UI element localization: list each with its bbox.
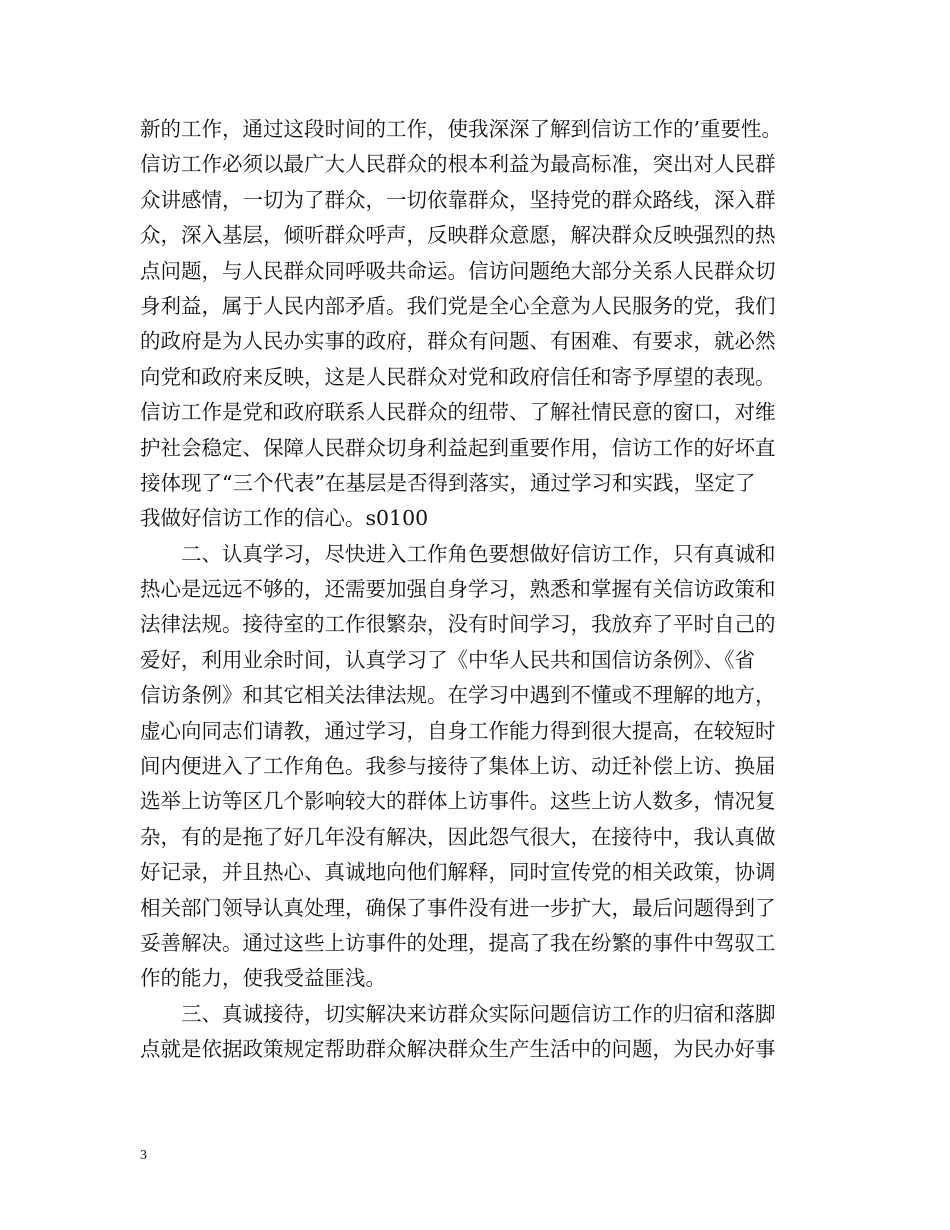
text-line: 选举上访等区几个影响较大的群体上访事件。这些上访人数多，情况复 xyxy=(140,789,776,814)
text-line: 点问题，与人民群众同呼吸共命运。信访问题绝大部分关系人民群众切 xyxy=(140,258,776,283)
text-line: 信访工作是党和政府联系人民群众的纽带、了解社情民意的窗口，对维 xyxy=(140,400,776,425)
text-line: 身利益，属于人民内部矛盾。我们党是全心全意为人民服务的党，我们 xyxy=(140,293,776,318)
text-line: 三、真诚接待，切实解决来访群众实际问题信访工作的归宿和落脚 xyxy=(181,1001,776,1026)
text-line: 杂，有的是拖了好几年没有解决，因此怨气很大，在接待中，我认真做 xyxy=(140,824,776,849)
text-line: 众，深入基层，倾听群众呼声，反映群众意愿，解决群众反映强烈的热 xyxy=(140,223,776,248)
text-line: 的政府是为人民办实事的政府，群众有问题、有困难、有要求，就必然 xyxy=(140,329,776,354)
text-line: 二、认真学习，尽快进入工作角色要想做好信访工作，只有真诚和 xyxy=(181,541,776,566)
text-line: 热心是远远不够的，还需要加强自身学习，熟悉和掌握有关信访政策和 xyxy=(140,577,776,602)
body-text xyxy=(140,112,820,1068)
page-number: 3 xyxy=(140,1148,147,1163)
text-line: 爱好，利用业余时间，认真学习了《中华人民共和国信访条例》、《省 xyxy=(140,647,755,672)
text-line: 间内便进入了工作角色。我参与接待了集体上访、动迁补偿上访、换届 xyxy=(140,754,776,779)
text-line: 信访工作必须以最广大人民群众的根本利益为最高标准，突出对人民群 xyxy=(140,152,776,177)
text-line: 信访条例》和其它相关法律法规。在学习中遇到不懂或不理解的地方， xyxy=(140,683,776,708)
text-line: 虚心向同志们请教，通过学习，自身工作能力得到很大提高，在较短时 xyxy=(140,718,776,743)
text-line: 作的能力，使我受益匪浅。 xyxy=(140,966,386,991)
text-line: 护社会稳定、保障人民群众切身利益起到重要作用，信访工作的好坏直 xyxy=(140,435,776,460)
text-line: 我做好信访工作的信心。s0100 xyxy=(140,506,429,531)
text-line: 接体现了“三个代表”在基层是否得到落实，通过学习和实践，坚定了 xyxy=(140,470,756,495)
text-line: 众讲感情，一切为了群众，一切依靠群众，坚持党的群众路线，深入群 xyxy=(140,187,776,212)
text-line: 向党和政府来反映，这是人民群众对党和政府信任和寄予厚望的表现。 xyxy=(140,364,776,389)
text-line: 点就是依据政策规定帮助群众解决群众生产生活中的问题，为民办好事 xyxy=(140,1037,776,1062)
text-line: 好记录，并且热心、真诚地向他们解释，同时宣传党的相关政策，协调 xyxy=(140,860,776,885)
text-line: 妥善解决。通过这些上访事件的处理，提高了我在纷繁的事件中驾驭工 xyxy=(140,930,776,955)
text-line: 新的工作，通过这段时间的工作，使我深深了解到信访工作的’重要性。 xyxy=(140,117,783,141)
text-line: 相关部门领导认真处理，确保了事件没有进一步扩大，最后问题得到了 xyxy=(140,895,776,920)
text-line: 法律法规。接待室的工作很繁杂，没有时间学习，我放弃了平时自己的 xyxy=(140,612,776,637)
